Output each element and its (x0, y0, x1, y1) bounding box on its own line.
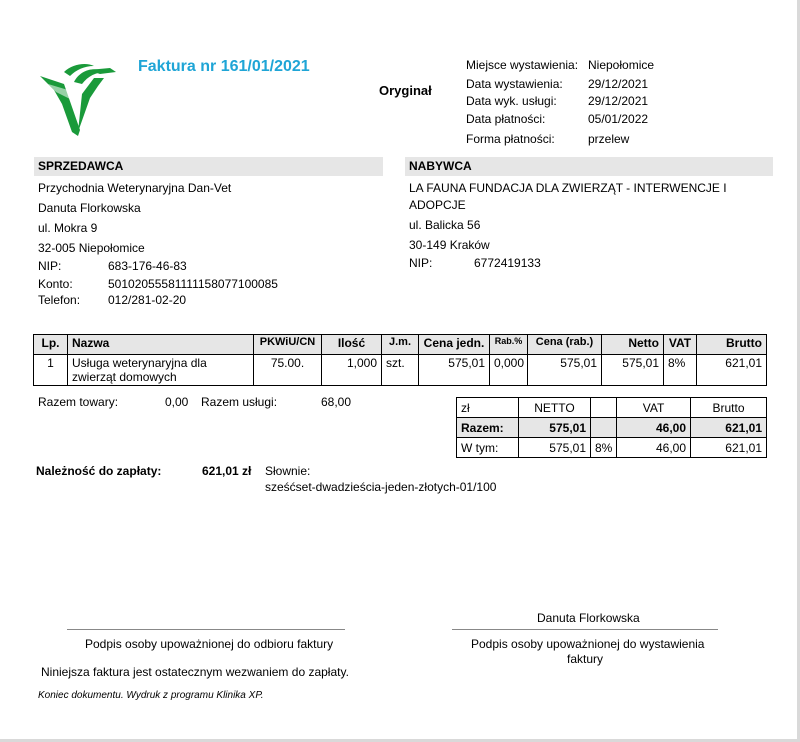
goods-total: 0,00 (165, 395, 189, 409)
seller-nip: 683-176-46-83 (108, 259, 187, 273)
issuer-signature-line (452, 629, 718, 630)
issuer-name: Danuta Florkowska (537, 611, 640, 625)
payment-label: Forma płatności: (466, 132, 555, 146)
col-name: Nazwa (68, 335, 254, 355)
seller-nip-label: NIP: (38, 259, 62, 273)
amount-words-label: Słownie: (265, 464, 311, 478)
row-gross: 621,01 (697, 355, 767, 386)
row-lp: 1 (34, 355, 68, 386)
col-vat: VAT (664, 335, 697, 355)
service-date-value: 29/12/2021 (588, 94, 649, 108)
summary-razem-brutto: 621,01 (691, 418, 767, 438)
summary-razem-vat: 46,00 (617, 418, 691, 438)
issue-date-label: Data wystawienia: (466, 77, 563, 91)
due-date-label: Data płatności: (466, 112, 546, 126)
buyer-name-line1: LA FAUNA FUNDACJA DLA ZWIERZĄT - INTERWENCJE I (409, 181, 727, 195)
seller-person: Danuta Florkowska (38, 201, 141, 215)
summary-wtym-vat: 46,00 (617, 438, 691, 458)
buyer-city: 30-149 Kraków (409, 238, 490, 252)
buyer-street: ul. Balicka 56 (409, 218, 481, 232)
summary-wtym-rate: 8% (591, 438, 617, 458)
col-pkwiu: PKWiU/CN (254, 335, 322, 355)
row-discount: 0,000 (490, 355, 528, 386)
table-row (34, 355, 767, 386)
col-discount: Rab.% (490, 335, 528, 355)
summary-razem-netto: 575,01 (519, 418, 591, 438)
items-header-row (34, 335, 767, 355)
services-total-label: Razem usługi: (201, 395, 278, 409)
col-unit: J.m. (382, 335, 419, 355)
receiver-signature-line (67, 629, 345, 630)
summary-wtym-brutto: 621,01 (691, 438, 767, 458)
summary-brutto-label: Brutto (691, 398, 767, 418)
service-date-label: Data wyk. usługi: (466, 94, 557, 108)
seller-city: 32-005 Niepołomice (38, 241, 145, 255)
seller-phone-label: Telefon: (38, 293, 81, 307)
buyer-name-line2: ADOPCJE (409, 198, 466, 212)
buyer-heading: NABYWCA (405, 157, 773, 176)
row-unit-price: 575,01 (419, 355, 490, 386)
row-vat: 8% (664, 355, 697, 386)
payment-due-amount: 621,01 zł (202, 464, 252, 478)
final-notice: Niniejsza faktura jest ostatecznym wezwaniem do zapłaty. (41, 665, 349, 679)
col-qty: Ilość (322, 335, 382, 355)
place-value: Niepołomice (588, 58, 655, 72)
summary-netto-label: NETTO (519, 398, 591, 418)
col-gross: Brutto (697, 335, 767, 355)
row-pkwiu: 75.00. (254, 355, 322, 386)
services-total: 68,00 (321, 395, 352, 409)
copy-label: Oryginał (379, 83, 432, 98)
row-unit: szt. (382, 355, 419, 386)
goods-total-label: Razem towary: (38, 395, 119, 409)
seller-account-label: Konto: (38, 277, 73, 291)
buyer-nip-label: NIP: (409, 256, 433, 270)
summary-wtym-row (457, 438, 767, 458)
seller-account: 50102055581111158077100085 (108, 277, 278, 291)
amount-in-words: sześćset-dwadzieścia-jeden-złotych-01/100 (265, 480, 497, 494)
col-net: Netto (602, 335, 664, 355)
clinic-logo (34, 60, 118, 138)
invoice-title: Faktura nr 161/01/2021 (138, 58, 310, 75)
vat-summary-table (456, 397, 767, 458)
buyer-nip: 6772419133 (474, 256, 541, 270)
items-table (33, 334, 767, 386)
issuer-signature-caption-line1: Podpis osoby upoważnionej do wystawienia (471, 637, 705, 651)
due-date-value: 05/01/2022 (588, 112, 649, 126)
col-lp: Lp. (34, 335, 68, 355)
payment-value: przelew (588, 132, 630, 146)
row-net: 575,01 (602, 355, 664, 386)
col-price-after-discount: Cena (rab.) (528, 335, 602, 355)
place-label: Miejsce wystawienia: (466, 58, 579, 72)
payment-due-label: Należność do zapłaty: (36, 464, 162, 478)
seller-street: ul. Mokra 9 (38, 221, 98, 235)
issue-date-value: 29/12/2021 (588, 77, 649, 91)
summary-wtym-netto: 575,01 (519, 438, 591, 458)
seller-phone: 012/281-02-20 (108, 293, 187, 307)
col-unit-price: Cena jedn. (419, 335, 490, 355)
seller-heading: SPRZEDAWCA (34, 157, 383, 176)
row-name: Usługa weterynaryjna dla zwierząt domowych (68, 355, 254, 386)
summary-header-row (457, 398, 767, 418)
row-qty: 1,000 (322, 355, 382, 386)
summary-wtym-label: W tym: (457, 438, 519, 458)
summary-rate-blank (591, 398, 617, 418)
seller-name: Przychodnia Weterynaryjna Dan-Vet (38, 181, 232, 195)
summary-razem-row (457, 418, 767, 438)
summary-currency: zł (457, 398, 519, 418)
row-price-after-discount: 575,01 (528, 355, 602, 386)
issuer-signature-caption-line2: faktury (567, 652, 604, 666)
summary-vat-label: VAT (617, 398, 691, 418)
end-note: Koniec dokumentu. Wydruk z programu Klinika XP. (38, 690, 264, 701)
summary-razem-rate (591, 418, 617, 438)
summary-razem-label: Razem: (457, 418, 519, 438)
receiver-signature-caption: Podpis osoby upoważnionej do odbioru faktury (85, 637, 334, 651)
